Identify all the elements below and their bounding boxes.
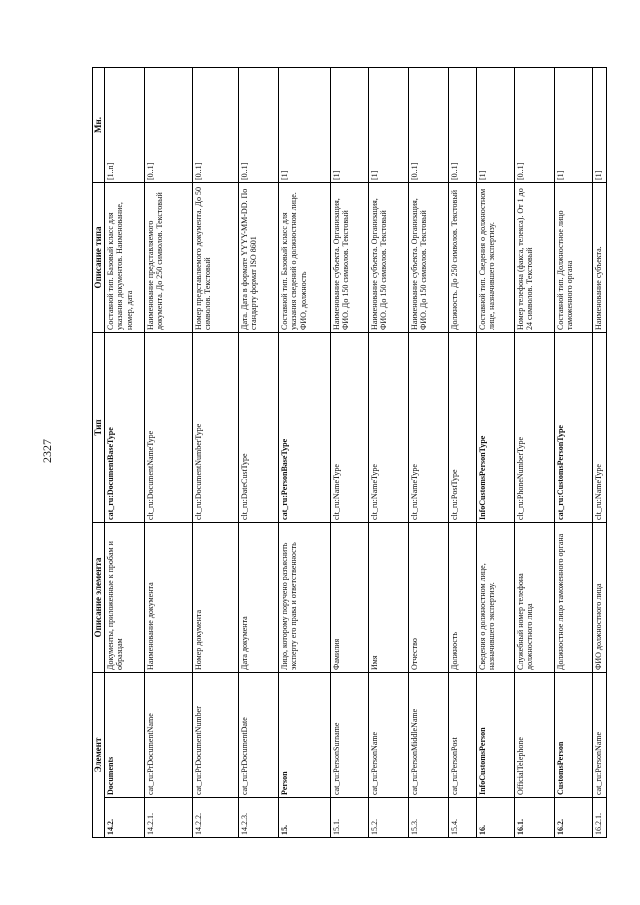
table-row (449, 67, 477, 837)
cell-multiplicity: [1] (555, 67, 593, 182)
cell-element-name: cat_ru:PersonName (369, 672, 409, 797)
cell-element: 14.2.1. (145, 798, 193, 838)
table-row (477, 67, 515, 837)
table-header-row (93, 67, 105, 837)
cell-type: clt_ru:DocumentNameType (145, 332, 193, 522)
cell-type-description: Составной тип. Должностное лицо таможенного органа (555, 182, 593, 332)
cell-element-description: Имя (369, 522, 409, 672)
cell-element: 14.2. (105, 798, 145, 838)
cell-type-description: Дата. Дата в формате YYYY-MM-DD. По стандарту формат ISO 8601 (239, 182, 279, 332)
page-number: 2327 (40, 439, 54, 463)
cell-element: 15. (279, 798, 331, 838)
cell-multiplicity: [0..1] (239, 67, 279, 182)
header-type: Тип (93, 332, 105, 522)
cell-element: 15.1. (331, 798, 369, 838)
cell-type-description: Составной тип. Базовый класс для указания сведений о должностном лице. ФИО, должность (279, 182, 331, 332)
cell-element: 14.2.2. (193, 798, 239, 838)
cell-type-description: Номер представляемого документа. До 50 символов. Текстовый (193, 182, 239, 332)
cell-multiplicity: [1] (593, 67, 607, 182)
cell-multiplicity: [0..1] (145, 67, 193, 182)
cell-element-description: Фамилия (331, 522, 369, 672)
cell-type-description: Составной тип. Сведения о должностном лице, назначившего экспертизу. (477, 182, 515, 332)
table-row (555, 67, 593, 837)
header-type-description: Описание типа (93, 182, 105, 332)
cell-element: 16.1. (515, 798, 555, 838)
cell-element-name: cat_ru:PersonSurname (331, 672, 369, 797)
table-row (369, 67, 409, 837)
cell-element-description: Отчество (409, 522, 449, 672)
table-row (331, 67, 369, 837)
cell-type: clt_ru:NameType (369, 332, 409, 522)
cell-element-description: Должностное лицо таможенного органа (555, 522, 593, 672)
cell-element-name: cat_ru:PersonMiddleName (409, 672, 449, 797)
cell-type: InfoCustomsPersonType (477, 332, 515, 522)
cell-element-name: CustomsPerson (555, 672, 593, 797)
cell-element-description: Лицо, которому поручено разъяснить эксперту его права и ответственность (279, 522, 331, 672)
cell-element-name: Documents (105, 672, 145, 797)
header-element-description: Описание элемента (93, 522, 105, 672)
cell-element: 16.2. (555, 798, 593, 838)
cell-type-description: Должность. До 250 символов. Текстовый (449, 182, 477, 332)
table-row (409, 67, 449, 837)
cell-element-description: Документы, приложенные к пробам и образцам (105, 522, 145, 672)
cell-element-name: Person (279, 672, 331, 797)
cell-type: clt_ru:DateCustType (239, 332, 279, 522)
table-row (193, 67, 239, 837)
cell-element-description: Должность (449, 522, 477, 672)
cell-type: clt_ru:PhoneNumberType (515, 332, 555, 522)
cell-type: clt_ru:DocumentNumberType (193, 332, 239, 522)
cell-multiplicity: [0..1] (449, 67, 477, 182)
cell-type-description: Номер телефона (факса, телекса). От 1 до 24 символов. Текстовый (515, 182, 555, 332)
cell-type: cat_ru:DocumentBaseType (105, 332, 145, 522)
cell-element-name: cat_ru:PrDocumentDate (239, 672, 279, 797)
header-multiplicity: Мн. (93, 67, 105, 182)
elements-table (92, 67, 607, 838)
cell-element-name: InfoCustomsPerson (477, 672, 515, 797)
cell-type-description: Наименование субъекта. (593, 182, 607, 332)
table-row (105, 67, 145, 837)
cell-element-description: Служебный номер телефона должностного лица (515, 522, 555, 672)
table-body (105, 67, 607, 837)
cell-multiplicity: [1..n] (105, 67, 145, 182)
cell-element: 14.2.3. (239, 798, 279, 838)
cell-multiplicity: [1] (369, 67, 409, 182)
header-element: Элемент (93, 672, 105, 837)
cell-multiplicity: [0..1] (193, 67, 239, 182)
cell-type: clt_ru:NameType (593, 332, 607, 522)
cell-type-description: Наименование представляемого документа. До 250 символов. Текстовый (145, 182, 193, 332)
cell-type: clt_ru:PostType (449, 332, 477, 522)
cell-element-description: Дата документа (239, 522, 279, 672)
cell-type: clt_ru:NameType (331, 332, 369, 522)
cell-type: clt_ru:NameType (409, 332, 449, 522)
cell-element-description: ФИО должностного лица (593, 522, 607, 672)
table-row (279, 67, 331, 837)
cell-element: 15.4. (449, 798, 477, 838)
cell-type-description: Составной тип. Базовый класс для указания документов. Наименование, номер, дата (105, 182, 145, 332)
cell-type-description: Наименование субъекта. Организация, ФИО. До 150 символов. Текстовый (369, 182, 409, 332)
cell-element-name: cat_ru:PrDocumentNumber (193, 672, 239, 797)
cell-element-name: cat_ru:PersonName (593, 672, 607, 797)
cell-multiplicity: [1] (279, 67, 331, 182)
cell-type-description: Наименование субъекта. Организация, ФИО. До 150 символов. Текстовый (409, 182, 449, 332)
cell-multiplicity: [0..1] (515, 67, 555, 182)
cell-element-name: cat_ru:PrDocumentName (145, 672, 193, 797)
cell-element: 15.2. (369, 798, 409, 838)
table-row (515, 67, 555, 837)
cell-element-description: Сведения о должностном лице, назначившего экспертизу. (477, 522, 515, 672)
cell-element-description: Номер документа (193, 522, 239, 672)
table-row (239, 67, 279, 837)
cell-element: 16. (477, 798, 515, 838)
cell-multiplicity: [0..1] (409, 67, 449, 182)
cell-type: cat_ru:CustomsPersonType (555, 332, 593, 522)
cell-type-description: Наименование субъекта. Организация, ФИО. До 150 символов. Текстовый (331, 182, 369, 332)
cell-multiplicity: [1] (331, 67, 369, 182)
cell-element-description: Наименование документа (145, 522, 193, 672)
cell-element-name: cat_ru:PersonPost (449, 672, 477, 797)
rotated-table-container (92, 68, 607, 838)
cell-multiplicity: [1] (477, 67, 515, 182)
table-row (145, 67, 193, 837)
cell-element-name: OfficialTelephone (515, 672, 555, 797)
table-row (593, 67, 607, 837)
cell-type: cat_ru:PersonBaseType (279, 332, 331, 522)
cell-element: 16.2.1. (593, 798, 607, 838)
cell-element: 15.3. (409, 798, 449, 838)
